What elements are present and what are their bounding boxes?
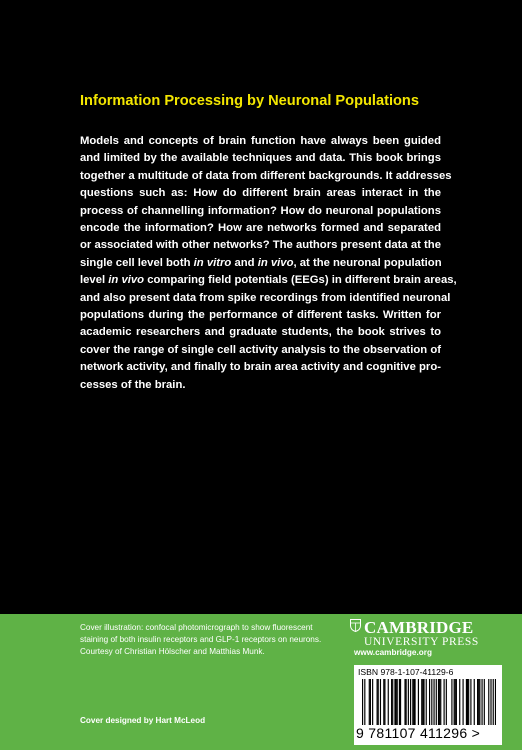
blurb-line: [80, 272, 457, 289]
publisher-url: www.cambridge.org: [354, 648, 432, 657]
blurb-line: [80, 342, 441, 359]
publisher-name: CAMBRIDGE: [364, 618, 474, 637]
isbn-label: ISBN 978-1-107-41129-6: [358, 667, 454, 677]
blurb-italic-text: in vivo: [108, 274, 145, 287]
publisher-subname: UNIVERSITY PRESS: [364, 636, 479, 648]
blurb-text: level: [80, 274, 109, 287]
blurb-text: process of channelling information? How do neuronal populations: [80, 204, 441, 217]
book-title: Information Processing by Neuronal Populations: [80, 93, 419, 109]
blurb-text: questions such as: How do different brain areas interact in the: [80, 187, 441, 200]
blurb-text: , at the neuronal population: [293, 256, 442, 269]
blurb-text: single cell level both: [80, 256, 194, 269]
blurb-line: [80, 237, 441, 254]
blurb-line: [80, 220, 441, 237]
credit-line: staining of both insulin receptors and GLP-1 receptors on neurons.: [80, 635, 322, 644]
blurb-line: [80, 168, 452, 185]
blurb-text: academic researchers and graduate students, the book strives to: [80, 326, 441, 339]
blurb-text: and also present data from spike recordings from identified neuronal: [80, 291, 451, 304]
blurb-line: [80, 307, 441, 324]
blurb-line: [80, 133, 441, 150]
blurb-line: [80, 377, 441, 394]
blurb-line: [80, 359, 441, 376]
blurb-italic-text: in vivo: [257, 256, 294, 269]
blurb-text: network activity, and finally to brain area activity and cognitive pro-: [80, 361, 441, 374]
blurb-text: Models and concepts of brain function have always been guided: [80, 135, 441, 147]
blurb-text: or associated with other networks? The authors present data at the: [80, 239, 441, 252]
credit-line: Cover illustration: confocal photomicrograph to show fluorescent: [80, 623, 313, 632]
cover-designer: Cover designed by Hart McLeod: [80, 716, 206, 725]
blurb-text: together a multitude of data from different backgrounds. It addresses: [80, 169, 452, 182]
blurb-text: encode the information? How are networks formed and separated: [80, 222, 441, 235]
blurb-line: [80, 290, 451, 307]
credit-line: Courtesy of Christian Hölscher and Matthias Munk.: [80, 647, 265, 656]
blurb-line: [80, 185, 441, 202]
blurb: [80, 133, 457, 394]
blurb-text: cesses of the brain.: [80, 378, 186, 391]
blurb-text: and limited by the available techniques and data. This book brings: [80, 152, 441, 165]
barcode-image: [362, 679, 496, 725]
blurb-text: and: [231, 256, 258, 269]
barcode-box: [354, 665, 502, 745]
barcode-number: 9 781107 411296 >: [356, 725, 481, 741]
blurb-line: [80, 150, 441, 167]
blurb-line: [80, 203, 441, 220]
blurb-line: [80, 324, 441, 341]
crest-icon: [350, 619, 361, 632]
blurb-italic-text: in vitro: [193, 256, 232, 269]
blurb-text: cover the range of single cell activity analysis to the observation of: [80, 343, 441, 356]
blurb-text: comparing field potentials (EEGs) in different brain areas,: [144, 274, 457, 287]
cover-illustration-credit: [80, 622, 350, 658]
blurb-line: [80, 255, 441, 272]
blurb-text: populations during the performance of different tasks. Written for: [80, 309, 441, 322]
bottom-panel: [0, 614, 522, 750]
